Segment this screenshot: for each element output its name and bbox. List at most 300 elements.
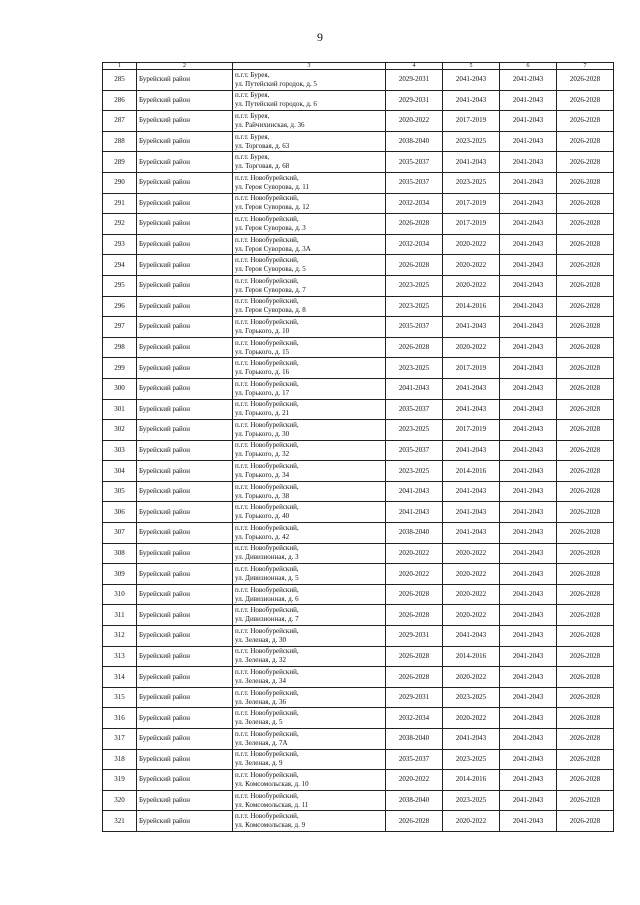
period-col4-cell: 2035-2037 — [386, 749, 443, 770]
table-row — [103, 255, 614, 276]
period-col5-cell: 2017-2019 — [443, 193, 500, 214]
address-street: ул. Зеленая, д. 7А — [235, 738, 288, 747]
address-cell — [233, 461, 386, 482]
row-number-cell: 308 — [103, 543, 137, 564]
district-cell: Бурейский район — [137, 214, 233, 235]
period-col6-cell: 2041-2043 — [500, 378, 557, 399]
column-number: 6 — [500, 63, 557, 70]
address-settlement: п.г.т. Новобурейский, — [235, 441, 299, 450]
district-cell: Бурейский район — [137, 296, 233, 317]
period-col6-cell: 2041-2043 — [500, 770, 557, 791]
period-col5-cell: 2041-2043 — [443, 399, 500, 420]
district-cell: Бурейский район — [137, 667, 233, 688]
address-cell — [233, 523, 386, 544]
district-cell: Бурейский район — [137, 584, 233, 605]
period-col6-cell: 2041-2043 — [500, 214, 557, 235]
period-col5-cell: 2041-2043 — [443, 70, 500, 91]
table-row — [103, 70, 614, 91]
period-col6-cell: 2041-2043 — [500, 502, 557, 523]
address-cell — [233, 296, 386, 317]
address-street: ул. Дивизионная, д. 7 — [235, 615, 299, 624]
period-col4-cell: 2020-2022 — [386, 770, 443, 791]
table-row — [103, 626, 614, 647]
row-number-cell: 292 — [103, 214, 137, 235]
period-col6-cell: 2041-2043 — [500, 131, 557, 152]
district-cell: Бурейский район — [137, 70, 233, 91]
address-street: ул. Горького, д. 17 — [235, 388, 290, 397]
period-col7-cell: 2026-2028 — [557, 481, 614, 502]
period-col5-cell: 2041-2043 — [443, 729, 500, 750]
table-row — [103, 378, 614, 399]
row-number-cell: 297 — [103, 317, 137, 338]
table-row — [103, 543, 614, 564]
period-col4-cell: 2038-2040 — [386, 131, 443, 152]
address-settlement: п.г.т. Бурея, — [235, 70, 270, 79]
period-col7-cell: 2026-2028 — [557, 523, 614, 544]
address-cell — [233, 687, 386, 708]
address-street: ул. Горького, д. 38 — [235, 491, 290, 500]
address-street: ул. Путейский городок, д. 5 — [235, 79, 317, 88]
address-cell — [233, 111, 386, 132]
period-col6-cell: 2041-2043 — [500, 317, 557, 338]
district-cell: Бурейский район — [137, 152, 233, 173]
table-row — [103, 90, 614, 111]
period-col7-cell: 2026-2028 — [557, 131, 614, 152]
period-col4-cell: 2023-2025 — [386, 461, 443, 482]
address-cell — [233, 502, 386, 523]
address-street: ул. Зеленая, д. 9 — [235, 759, 283, 768]
district-cell: Бурейский район — [137, 770, 233, 791]
address-cell — [233, 667, 386, 688]
column-number: 4 — [386, 63, 443, 70]
period-col7-cell: 2026-2028 — [557, 605, 614, 626]
address-street: ул. Горького, д. 42 — [235, 532, 290, 541]
period-col4-cell: 2035-2037 — [386, 152, 443, 173]
period-col6-cell: 2041-2043 — [500, 811, 557, 832]
period-col6-cell: 2041-2043 — [500, 564, 557, 585]
period-col6-cell: 2041-2043 — [500, 523, 557, 544]
address-street: ул. Героя Суворова, д. 8 — [235, 306, 306, 315]
period-col5-cell: 2017-2019 — [443, 420, 500, 441]
period-col4-cell: 2023-2025 — [386, 275, 443, 296]
row-number-cell: 313 — [103, 646, 137, 667]
period-col5-cell: 2017-2019 — [443, 214, 500, 235]
period-col7-cell: 2026-2028 — [557, 70, 614, 91]
address-settlement: п.г.т. Новобурейский, — [235, 770, 299, 779]
address-cell — [233, 193, 386, 214]
period-col6-cell: 2041-2043 — [500, 667, 557, 688]
period-col7-cell: 2026-2028 — [557, 543, 614, 564]
period-col7-cell: 2026-2028 — [557, 461, 614, 482]
period-col6-cell: 2041-2043 — [500, 481, 557, 502]
period-col7-cell: 2026-2028 — [557, 378, 614, 399]
district-cell: Бурейский район — [137, 708, 233, 729]
address-cell — [233, 131, 386, 152]
period-col6-cell: 2041-2043 — [500, 749, 557, 770]
address-street: ул. Героя Суворова, д. 11 — [235, 182, 310, 191]
district-cell: Бурейский район — [137, 605, 233, 626]
period-col7-cell: 2026-2028 — [557, 152, 614, 173]
table-row — [103, 729, 614, 750]
row-number-cell: 314 — [103, 667, 137, 688]
address-street: ул. Горького, д. 40 — [235, 512, 290, 521]
period-col7-cell: 2026-2028 — [557, 337, 614, 358]
address-street: ул. Героя Суворова, д. 3А — [235, 244, 311, 253]
district-cell: Бурейский район — [137, 420, 233, 441]
address-street: ул. Комсомольская, д. 10 — [235, 779, 309, 788]
column-number: 1 — [103, 63, 137, 70]
address-settlement: п.г.т. Новобурейский, — [235, 214, 299, 223]
table-row — [103, 152, 614, 173]
period-col4-cell: 2029-2031 — [386, 626, 443, 647]
period-col4-cell: 2026-2028 — [386, 605, 443, 626]
period-col6-cell: 2041-2043 — [500, 440, 557, 461]
district-cell: Бурейский район — [137, 790, 233, 811]
address-street: ул. Торговая, д. 63 — [235, 141, 290, 150]
period-col4-cell: 2035-2037 — [386, 399, 443, 420]
row-number-cell: 289 — [103, 152, 137, 173]
district-cell: Бурейский район — [137, 626, 233, 647]
period-col7-cell: 2026-2028 — [557, 193, 614, 214]
address-settlement: п.г.т. Новобурейский, — [235, 606, 299, 615]
address-street: ул. Зеленая, д. 32 — [235, 656, 287, 665]
address-street: ул. Зеленая, д. 34 — [235, 677, 287, 686]
address-cell — [233, 770, 386, 791]
period-col4-cell: 2026-2028 — [386, 214, 443, 235]
district-cell: Бурейский район — [137, 172, 233, 193]
period-col6-cell: 2041-2043 — [500, 296, 557, 317]
address-cell — [233, 255, 386, 276]
district-cell: Бурейский район — [137, 317, 233, 338]
district-cell: Бурейский район — [137, 729, 233, 750]
address-cell — [233, 626, 386, 647]
period-col7-cell: 2026-2028 — [557, 502, 614, 523]
period-col5-cell: 2041-2043 — [443, 440, 500, 461]
district-cell: Бурейский район — [137, 90, 233, 111]
table-row — [103, 605, 614, 626]
address-street: ул. Комсомольская, д. 11 — [235, 800, 309, 809]
period-col5-cell: 2041-2043 — [443, 626, 500, 647]
district-cell: Бурейский район — [137, 543, 233, 564]
address-settlement: п.г.т. Новобурейский, — [235, 729, 299, 738]
address-street: ул. Героя Суворова, д. 12 — [235, 203, 310, 212]
row-number-cell: 315 — [103, 687, 137, 708]
row-number-cell: 310 — [103, 584, 137, 605]
period-col5-cell: 2023-2025 — [443, 131, 500, 152]
table-row — [103, 461, 614, 482]
period-col4-cell: 2026-2028 — [386, 584, 443, 605]
period-col5-cell: 2041-2043 — [443, 481, 500, 502]
period-col5-cell: 2041-2043 — [443, 152, 500, 173]
row-number-cell: 305 — [103, 481, 137, 502]
table-row — [103, 440, 614, 461]
period-col7-cell: 2026-2028 — [557, 811, 614, 832]
period-col7-cell: 2026-2028 — [557, 749, 614, 770]
column-number: 3 — [233, 63, 386, 70]
district-cell: Бурейский район — [137, 234, 233, 255]
table-row — [103, 296, 614, 317]
district-cell: Бурейский район — [137, 358, 233, 379]
row-number-cell: 317 — [103, 729, 137, 750]
period-col7-cell: 2026-2028 — [557, 646, 614, 667]
period-col4-cell: 2029-2031 — [386, 90, 443, 111]
table-row — [103, 481, 614, 502]
address-cell — [233, 358, 386, 379]
address-settlement: п.г.т. Новобурейский, — [235, 709, 299, 718]
period-col5-cell: 2020-2022 — [443, 708, 500, 729]
table-row — [103, 214, 614, 235]
district-cell: Бурейский район — [137, 461, 233, 482]
address-settlement: п.г.т. Новобурейский, — [235, 338, 299, 347]
row-number-cell: 291 — [103, 193, 137, 214]
period-col6-cell: 2041-2043 — [500, 687, 557, 708]
period-col6-cell: 2041-2043 — [500, 708, 557, 729]
period-col5-cell: 2041-2043 — [443, 523, 500, 544]
row-number-cell: 306 — [103, 502, 137, 523]
address-settlement: п.г.т. Новобурейский, — [235, 317, 299, 326]
period-col7-cell: 2026-2028 — [557, 626, 614, 647]
address-settlement: п.г.т. Новобурейский, — [235, 379, 299, 388]
table-row — [103, 502, 614, 523]
address-cell — [233, 708, 386, 729]
table-row — [103, 564, 614, 585]
table-row — [103, 131, 614, 152]
row-number-cell: 293 — [103, 234, 137, 255]
address-cell — [233, 543, 386, 564]
address-cell — [233, 317, 386, 338]
district-cell: Бурейский район — [137, 399, 233, 420]
period-col5-cell: 2020-2022 — [443, 584, 500, 605]
row-number-cell: 285 — [103, 70, 137, 91]
row-number-cell: 304 — [103, 461, 137, 482]
address-cell — [233, 790, 386, 811]
table-row — [103, 646, 614, 667]
address-cell — [233, 399, 386, 420]
period-col4-cell: 2020-2022 — [386, 564, 443, 585]
period-col6-cell: 2041-2043 — [500, 234, 557, 255]
period-col7-cell: 2026-2028 — [557, 317, 614, 338]
address-cell — [233, 90, 386, 111]
period-col7-cell: 2026-2028 — [557, 770, 614, 791]
period-col7-cell: 2026-2028 — [557, 729, 614, 750]
address-cell — [233, 172, 386, 193]
address-street: ул. Путейский городок, д. 6 — [235, 100, 317, 109]
address-cell — [233, 70, 386, 91]
address-settlement: п.г.т. Новобурейский, — [235, 420, 299, 429]
address-settlement: п.г.т. Новобурейский, — [235, 668, 299, 677]
address-settlement: п.г.т. Новобурейский, — [235, 503, 299, 512]
table-row — [103, 358, 614, 379]
table-row — [103, 770, 614, 791]
period-col5-cell: 2020-2022 — [443, 605, 500, 626]
period-col4-cell: 2029-2031 — [386, 70, 443, 91]
row-number-cell: 309 — [103, 564, 137, 585]
address-settlement: п.г.т. Новобурейский, — [235, 297, 299, 306]
period-col4-cell: 2032-2034 — [386, 193, 443, 214]
housing-register-table — [102, 62, 614, 832]
period-col4-cell: 2035-2037 — [386, 317, 443, 338]
period-col6-cell: 2041-2043 — [500, 420, 557, 441]
period-col5-cell: 2014-2016 — [443, 770, 500, 791]
period-col7-cell: 2026-2028 — [557, 440, 614, 461]
address-settlement: п.г.т. Новобурейский, — [235, 235, 299, 244]
address-street: ул. Райчихинская, д. 36 — [235, 120, 305, 129]
address-street: ул. Горького, д. 16 — [235, 368, 290, 377]
address-cell — [233, 605, 386, 626]
period-col6-cell: 2041-2043 — [500, 584, 557, 605]
column-number-header-row — [103, 63, 614, 70]
address-cell — [233, 275, 386, 296]
district-cell: Бурейский район — [137, 646, 233, 667]
table-row — [103, 317, 614, 338]
address-street: ул. Героя Суворова, д. 7 — [235, 285, 306, 294]
period-col6-cell: 2041-2043 — [500, 90, 557, 111]
address-settlement: п.г.т. Новобурейский, — [235, 812, 299, 821]
address-settlement: п.г.т. Новобурейский, — [235, 482, 299, 491]
row-number-cell: 300 — [103, 378, 137, 399]
table-row — [103, 399, 614, 420]
period-col4-cell: 2041-2043 — [386, 378, 443, 399]
column-number: 7 — [557, 63, 614, 70]
row-number-cell: 296 — [103, 296, 137, 317]
table-row — [103, 667, 614, 688]
period-col7-cell: 2026-2028 — [557, 399, 614, 420]
address-settlement: п.г.т. Новобурейский, — [235, 791, 299, 800]
district-cell: Бурейский район — [137, 111, 233, 132]
period-col4-cell: 2032-2034 — [386, 708, 443, 729]
period-col5-cell: 2020-2022 — [443, 811, 500, 832]
period-col6-cell: 2041-2043 — [500, 337, 557, 358]
row-number-cell: 318 — [103, 749, 137, 770]
period-col5-cell: 2023-2025 — [443, 749, 500, 770]
table-row — [103, 687, 614, 708]
period-col6-cell: 2041-2043 — [500, 399, 557, 420]
period-col4-cell: 2029-2031 — [386, 687, 443, 708]
table-row — [103, 708, 614, 729]
address-settlement: п.г.т. Новобурейский, — [235, 688, 299, 697]
address-street: ул. Дивизионная, д. 5 — [235, 574, 299, 583]
period-col7-cell: 2026-2028 — [557, 172, 614, 193]
address-cell — [233, 214, 386, 235]
address-cell — [233, 152, 386, 173]
period-col7-cell: 2026-2028 — [557, 667, 614, 688]
period-col5-cell: 2014-2016 — [443, 461, 500, 482]
address-street: ул. Комсомольская, д. 9 — [235, 821, 306, 830]
period-col5-cell: 2017-2019 — [443, 111, 500, 132]
row-number-cell: 307 — [103, 523, 137, 544]
period-col4-cell: 2038-2040 — [386, 523, 443, 544]
address-street: ул. Горького, д. 34 — [235, 471, 290, 480]
period-col6-cell: 2041-2043 — [500, 255, 557, 276]
period-col5-cell: 2020-2022 — [443, 543, 500, 564]
column-number: 5 — [443, 63, 500, 70]
address-cell — [233, 378, 386, 399]
address-street: ул. Зеленая, д. 5 — [235, 718, 283, 727]
row-number-cell: 321 — [103, 811, 137, 832]
address-street: ул. Зеленая, д. 36 — [235, 697, 287, 706]
row-number-cell: 301 — [103, 399, 137, 420]
period-col4-cell: 2026-2028 — [386, 811, 443, 832]
address-street: ул. Горького, д. 32 — [235, 450, 290, 459]
period-col5-cell: 2014-2016 — [443, 296, 500, 317]
period-col5-cell: 2020-2022 — [443, 275, 500, 296]
period-col4-cell: 2035-2037 — [386, 440, 443, 461]
period-col6-cell: 2041-2043 — [500, 646, 557, 667]
address-cell — [233, 749, 386, 770]
period-col5-cell: 2020-2022 — [443, 255, 500, 276]
address-settlement: п.г.т. Новобурейский, — [235, 585, 299, 594]
period-col5-cell: 2041-2043 — [443, 90, 500, 111]
district-cell: Бурейский район — [137, 564, 233, 585]
period-col7-cell: 2026-2028 — [557, 90, 614, 111]
table-row — [103, 193, 614, 214]
row-number-cell: 298 — [103, 337, 137, 358]
period-col4-cell: 2041-2043 — [386, 502, 443, 523]
address-settlement: п.г.т. Бурея, — [235, 132, 270, 141]
row-number-cell: 286 — [103, 90, 137, 111]
district-cell: Бурейский район — [137, 131, 233, 152]
period-col5-cell: 2023-2025 — [443, 172, 500, 193]
address-cell — [233, 811, 386, 832]
district-cell: Бурейский район — [137, 811, 233, 832]
period-col6-cell: 2041-2043 — [500, 461, 557, 482]
address-cell — [233, 646, 386, 667]
page-number: 9 — [317, 30, 323, 44]
table-row — [103, 811, 614, 832]
period-col6-cell: 2041-2043 — [500, 172, 557, 193]
period-col5-cell: 2020-2022 — [443, 667, 500, 688]
district-cell: Бурейский район — [137, 502, 233, 523]
period-col4-cell: 2032-2034 — [386, 234, 443, 255]
district-cell: Бурейский район — [137, 481, 233, 502]
period-col6-cell: 2041-2043 — [500, 70, 557, 91]
period-col4-cell: 2023-2025 — [386, 358, 443, 379]
district-cell: Бурейский район — [137, 378, 233, 399]
row-number-cell: 312 — [103, 626, 137, 647]
period-col6-cell: 2041-2043 — [500, 358, 557, 379]
row-number-cell: 287 — [103, 111, 137, 132]
address-street: ул. Дивизионная, д. 3 — [235, 553, 299, 562]
address-street: ул. Героя Суворова, д. 3 — [235, 223, 306, 232]
period-col6-cell: 2041-2043 — [500, 790, 557, 811]
period-col4-cell: 2038-2040 — [386, 790, 443, 811]
address-settlement: п.г.т. Новобурейский, — [235, 256, 299, 265]
address-cell — [233, 481, 386, 502]
address-settlement: п.г.т. Новобурейский, — [235, 750, 299, 759]
period-col6-cell: 2041-2043 — [500, 543, 557, 564]
address-settlement: п.г.т. Новобурейский, — [235, 626, 299, 635]
period-col7-cell: 2026-2028 — [557, 790, 614, 811]
address-settlement: п.г.т. Новобурейский, — [235, 400, 299, 409]
address-cell — [233, 729, 386, 750]
period-col6-cell: 2041-2043 — [500, 605, 557, 626]
address-street: ул. Зеленая, д. 30 — [235, 635, 287, 644]
row-number-cell: 320 — [103, 790, 137, 811]
address-street: ул. Горького, д. 15 — [235, 347, 290, 356]
period-col6-cell: 2041-2043 — [500, 111, 557, 132]
address-cell — [233, 337, 386, 358]
district-cell: Бурейский район — [137, 440, 233, 461]
row-number-cell: 302 — [103, 420, 137, 441]
table-row — [103, 111, 614, 132]
period-col4-cell: 2020-2022 — [386, 543, 443, 564]
period-col6-cell: 2041-2043 — [500, 193, 557, 214]
table-row — [103, 523, 614, 544]
district-cell: Бурейский район — [137, 255, 233, 276]
column-number: 2 — [137, 63, 233, 70]
address-settlement: п.г.т. Новобурейский, — [235, 276, 299, 285]
address-street: ул. Горького, д. 30 — [235, 429, 290, 438]
